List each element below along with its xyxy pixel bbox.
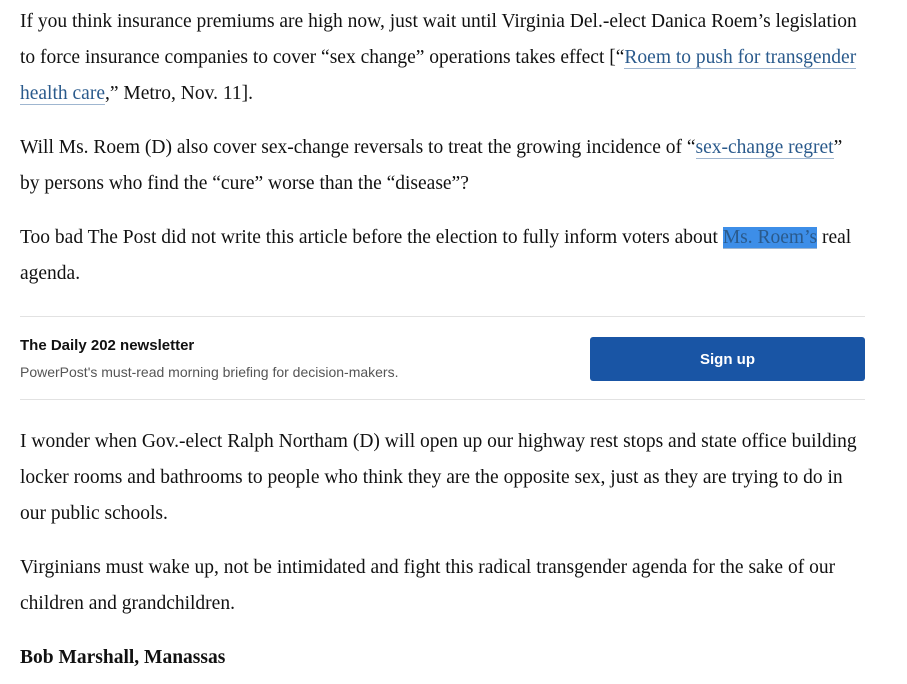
paragraph-4: I wonder when Gov.-elect Ralph Northam (D) will open up our highway rest stops and state office building locker rooms and bathrooms to people who think they are the opposite sex, just as they are trying to do in our public schools. [20, 431, 857, 524]
paragraph-3-text-before: Too bad The Post did not write this article before the election to fully inform voters about [20, 227, 723, 248]
paragraph-2-text-after: ” by persons who find the “cure” worse than the “disease”? [20, 137, 843, 194]
paragraph-5: Virginians must wake up, not be intimidated and fight this radical transgender agenda for the sake of our children and grandchildren. [20, 557, 836, 614]
paragraph-1 [20, 4, 865, 112]
sign-up-button[interactable]: Sign up [590, 337, 865, 381]
paragraph-3 [20, 220, 865, 292]
newsletter-description: PowerPost's must-read morning briefing for decision-makers. [20, 364, 399, 380]
paragraph-1-text-after: ,” Metro, Nov. 11]. [104, 83, 254, 104]
paragraph-3-text-after: real agenda. [20, 227, 852, 284]
link-roem-health-care[interactable]: Roem to push for transgender health care [20, 47, 857, 104]
link-ms-roem[interactable]: Ms. Roem’s [722, 227, 818, 248]
paragraph-1-text-before: If you think insurance premiums are high now, just wait until Virginia Del.-elect Danica Roem’s legislation to force insurance companies to cover “sex change” operations takes effect [“ [20, 11, 857, 68]
author-signature: Bob Marshall, Manassas [20, 647, 226, 668]
newsletter-title: The Daily 202 newsletter [20, 337, 195, 354]
newsletter-signup-box [20, 316, 865, 400]
paragraph-2 [20, 130, 865, 202]
link-sex-change-regret[interactable]: sex-change regret [695, 137, 834, 158]
paragraph-2-text-before: Will Ms. Roem (D) also cover sex-change reversals to treat the growing incidence of “ [20, 137, 696, 158]
